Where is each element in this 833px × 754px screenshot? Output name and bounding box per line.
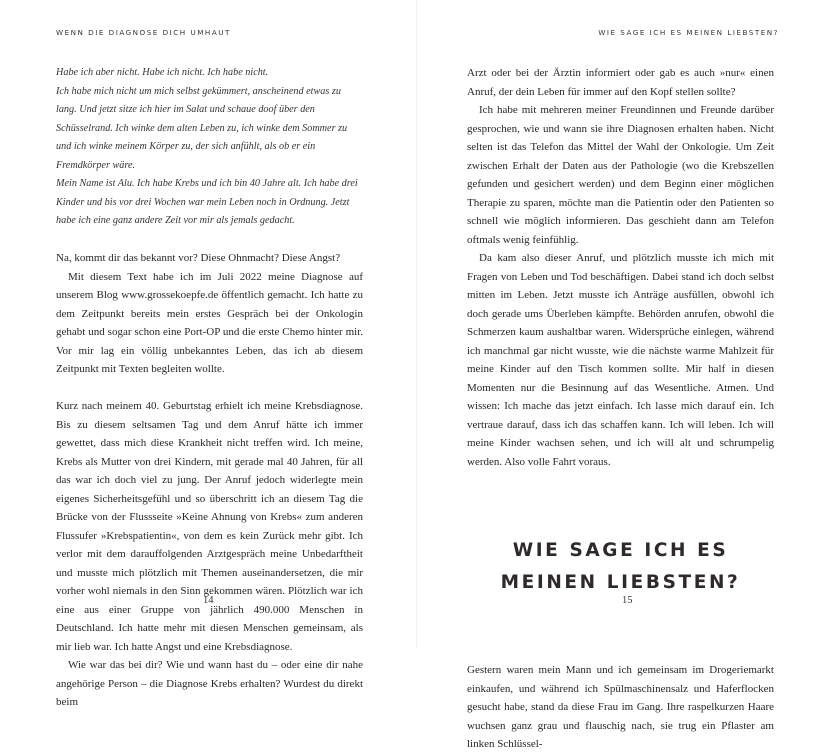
quote-paragraph: Mein Name ist Alu. Ich habe Krebs und ich bin 40 Jahre alt. Ich habe drei Kinder und bis vor drei Wochen war mein Leben noch in Ordnung. Jetzt habe ich eine ganz andere Zeit vor mir als jemals gedacht.	[56, 178, 358, 226]
body-paragraph: Gestern waren mein Mann und ich gemeinsam im Drogeriemarkt einkaufen, und während ich Spülmaschinensalz und Haferflocken gesucht habe, stand da diese Frau im Gang. Ihre raspelkurzen Haare wuchsen ganz grau und flauschig nach, sie trug ein Pflaster am linken Schlüssel-	[467, 664, 774, 750]
body-paragraph: Kurz nach meinem 40. Geburtstag erhielt ich meine Krebsdiagnose. Bis zu diesem seltsamen Tag und dem Anruf hätte ich immer gewettet, dass mich diese Krankheit nicht treffen wird. Ich meine, Krebs als Mutter von drei Kindern, mit gerade mal 40 Jahren, für all das war ich doch viel zu jung. Der Anruf jedoch widerlegte mein eigenes Sicherheitsgefühl und so überschritt ich an diesem Tag die Brücke von der Flussseite »Keine Ahnung von Krebs« zum anderen Flussufer »Krebspatientin«, von dem es kein Zurück mehr gibt. Ich verlor mit dem darauffolgenden Arztgespräch meine Unbedarftheit und musste mich plötzlich mit Themen auseinandersetzen, die mir vorher wohl niemals in den Sinn gekommen wären. Plötzlich war ich eine aus einer Gruppe von jährlich 490.000 Menschen in Deutschland. Ich hatte mehr mit diesen Menschen gemeinsam, als mir lieb war. Ich hatte Angst und eine Krebsdiagnose.	[56, 400, 363, 653]
page-number: 14	[203, 595, 214, 606]
right-page	[417, 0, 833, 750]
body-paragraph: Mit diesem Text habe ich im Juli 2022 meine Diagnose auf unserem Blog www.grossekoepfe.de öffentlich gemacht. Ich hatte zu dem Zeitpunkt bereits mein erstes Gespräch bei der Onkologin gehabt und sogar schon eine Port-OP und die erste Chemo hinter mir. Vor mir lag ein völlig unbekanntes Leben, das ich ab diesem Zeitpunkt mit Texten begleiten wollte.	[56, 270, 363, 375]
left-body	[56, 64, 363, 712]
italic-quote	[56, 64, 363, 231]
running-head: WIE SAGE ICH ES MEINEN LIEBSTEN?	[598, 28, 779, 37]
body-paragraph: Da kam also dieser Anruf, und plötzlich musste ich mich mit Fragen von Leben und Tod beschäftigen. Dabei stand ich doch selbst mitten im Leben. Jetzt musste ich Anträge ausfüllen, obwohl ich doch gerade ums Überleben kämpfte. Behörden anrufen, obwohl die Schmerzen kaum aushaltbar waren. Widersprüche einlegen, während ich manchmal gar nicht wusste, wie die nächste warme Mahlzeit für meine Kinder auf den Tisch kommen sollte. Mir half in diesen Momenten nur die Besinnung auf das Wesentliche. Atmen. Und wissen: Ich mache das jetzt einfach. Ich lasse mich darauf ein. Ich vertraue darauf, dass ich das schaffen kann. Ich will leben. Ich will meine Kinder wachsen sehen, und ich will alt und schrumpelig werden. Also volle Fahrt voraus.	[467, 252, 774, 468]
quote-paragraph: Ich habe mich nicht um mich selbst gekümmert, anscheinend etwas zu lang. Und jetzt sitze ich hier im Salat und schaue doof über den Schüsselrand. Ich winke dem alten Leben zu, ich winke dem Sommer zu und ich winke meinem Körper zu, der sich anfühlt, als ob er ein Fremdkörper wäre.	[56, 85, 348, 171]
quote-line: Habe ich aber nicht. Habe ich nicht. Ich habe nicht.	[56, 67, 269, 78]
running-head: WENN DIE DIAGNOSE DICH UMHAUT	[56, 28, 231, 37]
section-heading: WIE SAGE ICH ES MEINEN LIEBSTEN?	[500, 540, 741, 593]
body-paragraph: Wie war das bei dir? Wie und wann hast du – oder eine dir nahe angehörige Person – die Diagnose Krebs erhalten? Wurdest du direkt beim	[56, 659, 363, 708]
body-paragraph: Ich habe mit mehreren meiner Freundinnen und Freunde darüber gesprochen, wie und wann sie ihre Diagnosen erhalten haben. Nicht selten ist das Telefon das Mittel der Wahl der Onkologie. Um Zeit zwischen Erhalt der Daten aus der Pathologie (wo die Krebszellen gefunden und gesichert werden) und dem Beginn einer möglichen Therapie zu sparen, möchte man die Patientin oder den Patienten so schnell wie möglich informieren. Das geschieht dann am Telefon oftmals wenig feinfühlig.	[467, 104, 774, 246]
right-body	[467, 64, 774, 754]
page-number: 15	[622, 595, 633, 606]
body-paragraph: Arzt oder bei der Ärztin informiert oder gab es auch »nur« einen Anruf, der dein Leben für immer auf den Kopf stellen sollte?	[467, 67, 774, 98]
left-page	[0, 0, 416, 708]
body-paragraph: Na, kommt dir das bekannt vor? Diese Ohnmacht? Diese Angst?	[56, 252, 341, 264]
